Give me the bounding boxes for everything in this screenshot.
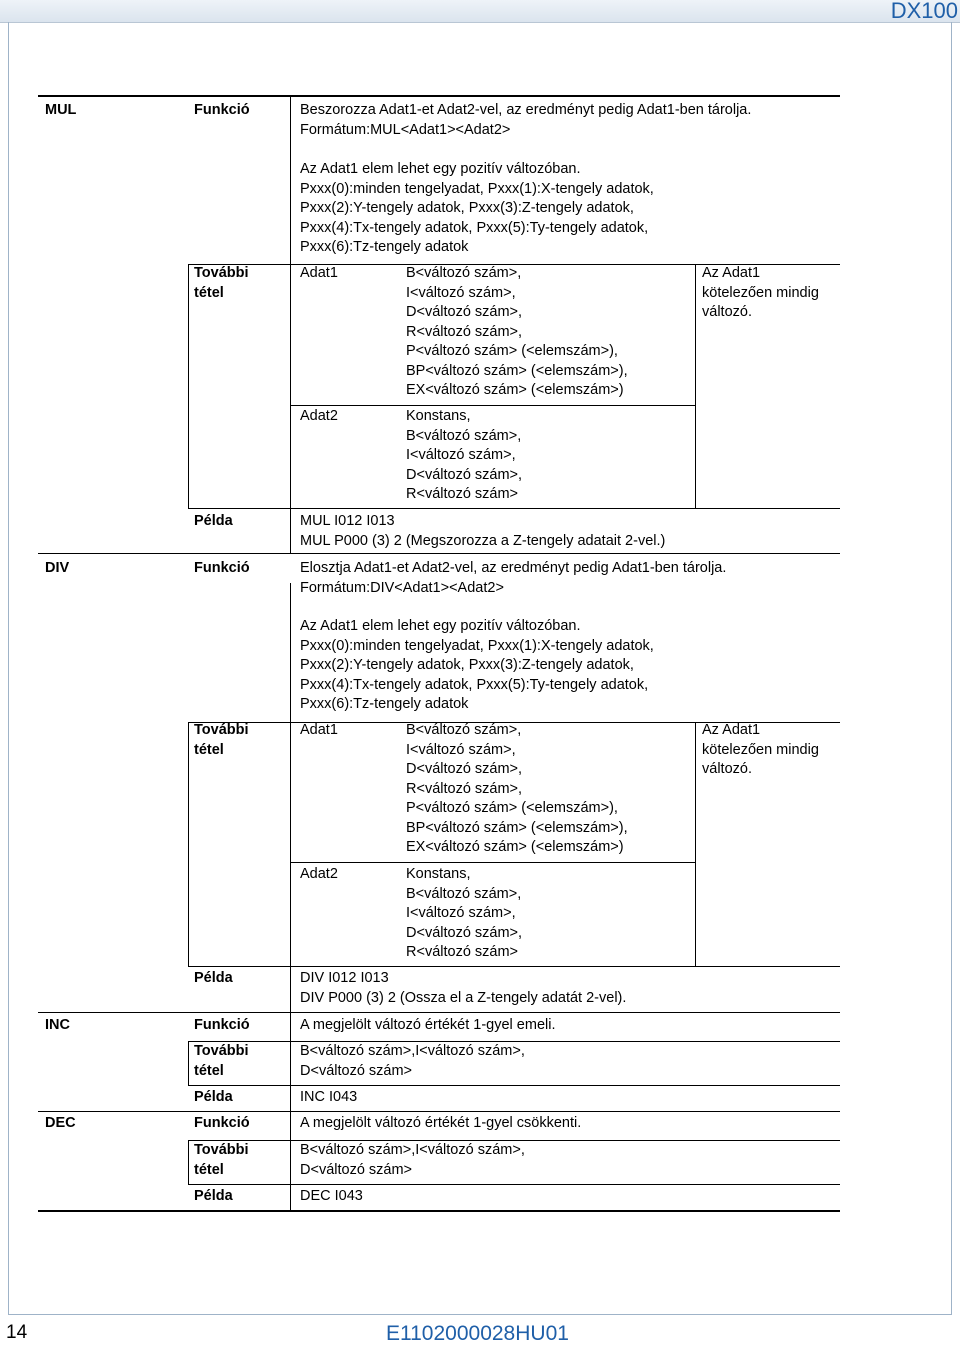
text-line: I<változó szám>, — [406, 284, 516, 301]
rule-div-note-left — [695, 722, 696, 966]
text-line: Az Adat1 elem lehet egy pozitív változóban. — [300, 618, 581, 634]
text-line: B<változó szám>,I<változó szám>, — [300, 1142, 525, 1158]
rule-dec-tovabbi-bottom — [188, 1184, 840, 1185]
text-line: I<változó szám>, — [406, 905, 516, 921]
rule-div-adat-split — [290, 862, 695, 863]
text-line: tétel — [194, 1062, 224, 1079]
rule-mul-note-left — [695, 264, 696, 508]
adat2-label: Adat2 — [300, 866, 338, 882]
rule-div-tovabbi-bottom — [188, 966, 840, 967]
text-line: D<változó szám>, — [406, 466, 523, 483]
rule-inc-tovabbi-bottom — [188, 1085, 840, 1086]
text-line: R<változó szám>, — [406, 780, 523, 797]
text-line: D<változó szám> — [300, 1161, 413, 1178]
text-line: Formátum:MUL<Adat1><Adat2> — [300, 121, 511, 138]
text-line: D<változó szám>, — [406, 924, 523, 941]
text-line: Pxxx(6):Tz-tengely adatok — [300, 696, 469, 712]
text-line: További — [194, 1142, 249, 1158]
rule-inc-dec-split — [38, 1111, 840, 1112]
text-line: EX<változó szám> (<elemszám>) — [406, 839, 624, 855]
rule-div-tovabbi-left — [188, 722, 189, 966]
funkcio-label: Funkció — [194, 1115, 250, 1131]
text-line: B<változó szám>, — [406, 427, 522, 444]
table-bottom-rule — [38, 1210, 840, 1212]
text-line: EX<változó szám> (<elemszám>) — [406, 382, 624, 398]
text-line: Az Adat1 — [702, 722, 761, 738]
text-line: B<változó szám>, — [406, 265, 522, 281]
text-line: BP<változó szám> (<elemszám>), — [406, 819, 628, 836]
text-line: További — [194, 1043, 249, 1059]
funkcio-text: A megjelölt változó értékét 1-gyel csökkenti. — [300, 1115, 582, 1131]
rule-div-inc-split — [38, 1012, 840, 1013]
instruction-name: INC — [45, 1017, 70, 1033]
rule-inc-tovabbi-left — [188, 1041, 189, 1086]
text-line: MUL I012 I013 — [300, 513, 395, 529]
pelda-text: INC I043 — [300, 1089, 358, 1105]
adat2-label: Adat2 — [300, 408, 338, 424]
funkcio-label: Funkció — [194, 102, 250, 118]
text-line: DIV P000 (3) 2 (Ossza el a Z-tengely adatát 2-vel). — [300, 989, 627, 1006]
text-line: Beszorozza Adat1-et Adat2-vel, az eredményt pedig Adat1-ben tárolja. — [300, 102, 752, 118]
manual-title: DX100 — [890, 0, 958, 23]
rule-mul-div-split — [38, 553, 840, 554]
rule-mul-content-left — [290, 97, 291, 553]
text-line: I<változó szám>, — [406, 447, 516, 463]
text-line: Pxxx(2):Y-tengely adatok, Pxxx(3):Z-tengely adatok, — [300, 657, 634, 673]
text-line: Pxxx(2):Y-tengely adatok, Pxxx(3):Z-tengely adatok, — [300, 200, 634, 216]
instruction-name: MUL — [45, 102, 77, 118]
text-line: Pxxx(4):Tx-tengely adatok, Pxxx(5):Ty-tengely adatok, — [300, 676, 649, 693]
text-line: Az Adat1 — [702, 265, 761, 281]
text-line: R<változó szám> — [406, 944, 519, 960]
text-line: B<változó szám>, — [406, 722, 522, 738]
rule-mul-adat-split — [290, 405, 695, 406]
text-line: tétel — [194, 1161, 224, 1178]
pelda-label: Példa — [194, 1089, 233, 1105]
text-line: Pxxx(0):minden tengelyadat, Pxxx(1):X-tengely adatok, — [300, 180, 654, 197]
text-line: BP<változó szám> (<elemszám>), — [406, 362, 628, 379]
header-bar — [0, 0, 960, 23]
text-line: P<változó szám> (<elemszám>), — [406, 800, 618, 816]
text-line: További — [194, 722, 249, 738]
text-line: változó. — [702, 761, 752, 777]
text-line: R<változó szám>, — [406, 323, 523, 340]
page-number: 14 — [6, 1322, 28, 1343]
text-line: P<változó szám> (<elemszám>), — [406, 343, 618, 359]
text-line: D<változó szám>, — [406, 304, 523, 320]
text-line: DIV I012 I013 — [300, 970, 389, 986]
text-line: Pxxx(6):Tz-tengely adatok — [300, 239, 469, 255]
text-line: További — [194, 265, 249, 281]
text-line: R<változó szám> — [406, 486, 519, 502]
funkcio-text: A megjelölt változó értékét 1-gyel emeli. — [300, 1017, 556, 1033]
funkcio-label: Funkció — [194, 560, 250, 576]
text-line: I<változó szám>, — [406, 741, 516, 758]
adat1-label: Adat1 — [300, 265, 338, 281]
text-line: Az Adat1 elem lehet egy pozitív változóban. — [300, 161, 581, 177]
text-line: B<változó szám>, — [406, 885, 522, 902]
rule-dec-tovabbi-left — [188, 1140, 189, 1185]
pelda-label: Példa — [194, 1188, 233, 1204]
text-line: Pxxx(4):Tx-tengely adatok, Pxxx(5):Ty-tengely adatok, — [300, 219, 649, 236]
rule-mul-tovabbi-left — [188, 264, 189, 508]
text-line: Konstans, — [406, 866, 471, 882]
rule-mul-tovabbi-bottom — [188, 508, 840, 509]
text-line: Konstans, — [406, 408, 471, 424]
rule-div-content-left — [290, 583, 291, 1211]
text-line: tétel — [194, 284, 224, 301]
document-code: E1102000028HU01 — [386, 1322, 569, 1345]
pelda-text: DEC I043 — [300, 1188, 363, 1204]
text-line: tétel — [194, 741, 224, 758]
text-line: Pxxx(0):minden tengelyadat, Pxxx(1):X-tengely adatok, — [300, 637, 654, 654]
text-line: Elosztja Adat1-et Adat2-vel, az eredményt pedig Adat1-ben tárolja. — [300, 560, 727, 576]
pelda-label: Példa — [194, 970, 233, 986]
text-line: Formátum:DIV<Adat1><Adat2> — [300, 579, 504, 596]
text-line: változó. — [702, 304, 752, 320]
funkcio-label: Funkció — [194, 1017, 250, 1033]
text-line: D<változó szám> — [300, 1062, 413, 1079]
text-line: B<változó szám>,I<változó szám>, — [300, 1043, 525, 1059]
text-line: kötelezően mindig — [702, 284, 819, 301]
text-line: MUL P000 (3) 2 (Megszorozza a Z-tengely adatait 2-vel.) — [300, 532, 666, 549]
text-line: kötelezően mindig — [702, 741, 819, 758]
instruction-name: DIV — [45, 560, 70, 576]
pelda-label: Példa — [194, 513, 233, 529]
adat1-label: Adat1 — [300, 722, 338, 738]
instruction-name: DEC — [45, 1115, 76, 1131]
table-top-rule — [38, 95, 840, 97]
text-line: D<változó szám>, — [406, 761, 523, 777]
